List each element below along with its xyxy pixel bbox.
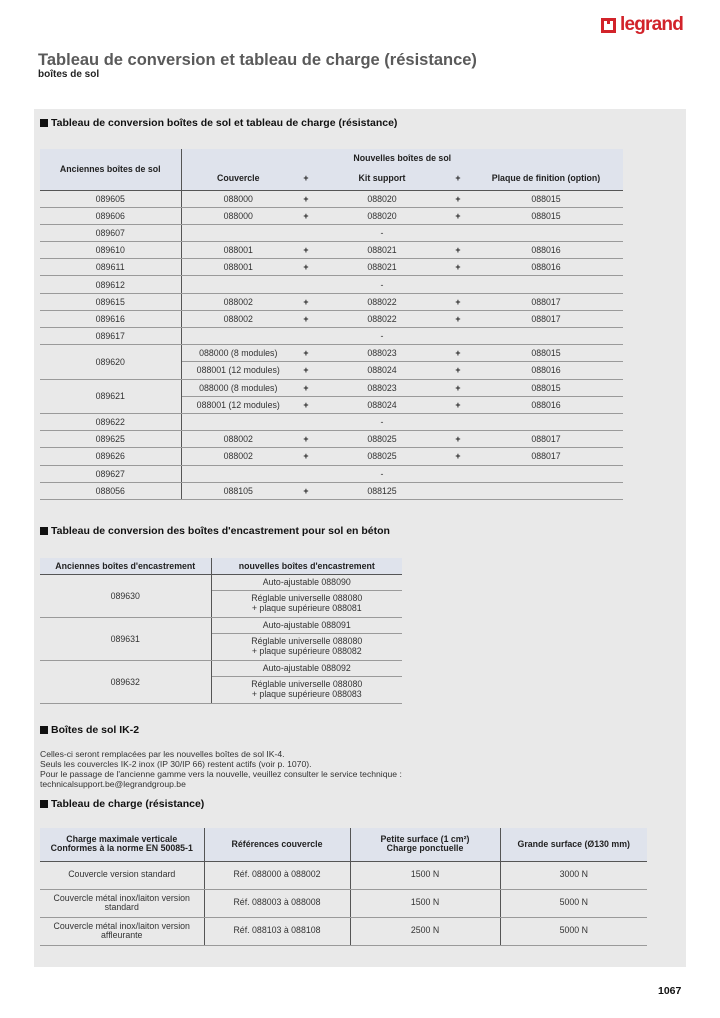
old-box-ref: 089612 — [40, 276, 181, 293]
large-surface-load: 5000 N — [500, 917, 647, 945]
kit-ref: 088125 — [317, 482, 447, 499]
kit-ref: 088021 — [317, 242, 447, 259]
plus-sign: + — [447, 396, 469, 413]
empty-cell — [181, 465, 295, 482]
empty-cell — [295, 413, 317, 430]
top-plate-line: + plaque supérieure 088083 — [251, 688, 362, 699]
plus-sign: + — [295, 379, 317, 396]
table-row — [40, 413, 623, 430]
table-row — [40, 448, 623, 465]
col-plate: Plaque de finition (option) — [469, 167, 623, 190]
section-1-heading — [40, 117, 397, 129]
plate-ref: 088016 — [469, 362, 623, 379]
plate-ref: 088017 — [469, 293, 623, 310]
cover-ref: 088001 (12 modules) — [181, 362, 295, 379]
table-row — [40, 310, 623, 327]
concrete-table-body — [40, 574, 402, 703]
plus-sign: + — [295, 242, 317, 259]
auto-adjustable-ref: Auto-ajustable 088091 — [211, 617, 402, 633]
old-box-ref: 089626 — [40, 448, 181, 465]
col-old-concrete-boxes: Anciennes boîtes d'encastrement — [40, 558, 211, 574]
small-surface-load: 2500 N — [350, 917, 500, 945]
plus-sign: + — [447, 345, 469, 362]
cover-ref: 088000 (8 modules) — [181, 345, 295, 362]
empty-cell — [447, 224, 469, 241]
plus-sign: + — [295, 362, 317, 379]
legrand-logo — [601, 14, 683, 36]
plus-sign: + — [295, 293, 317, 310]
table-row — [40, 207, 623, 224]
plus-sign: + — [447, 259, 469, 276]
plus-sign: + — [295, 190, 317, 207]
empty-cell — [469, 465, 623, 482]
old-box-ref: 089625 — [40, 431, 181, 448]
col-old-boxes: Anciennes boîtes de sol — [40, 149, 181, 190]
col-plus: + — [295, 167, 317, 190]
old-box-ref: 089617 — [40, 328, 181, 345]
empty-cell — [181, 328, 295, 345]
table-row — [40, 465, 623, 482]
old-box-ref: 088056 — [40, 482, 181, 499]
col-new-boxes: Nouvelles boîtes de sol — [181, 149, 623, 167]
empty-cell — [447, 276, 469, 293]
cover-ref: 088000 — [181, 207, 295, 224]
old-box-ref: 089620 — [40, 345, 181, 379]
old-box-ref: 089606 — [40, 207, 181, 224]
table-row — [40, 345, 623, 362]
cover-version-line1: Couvercle version standard — [68, 869, 176, 880]
plate-ref: 088017 — [469, 431, 623, 448]
plate-ref: 088016 — [469, 396, 623, 413]
table-row — [40, 242, 623, 259]
old-box-ref: 089627 — [40, 465, 181, 482]
empty-cell — [447, 482, 469, 499]
kit-ref: 088024 — [317, 396, 447, 413]
square-bullet-icon — [40, 800, 48, 808]
plus-sign: + — [295, 396, 317, 413]
kit-ref: 088020 — [317, 207, 447, 224]
floor-box-conversion-table — [40, 149, 623, 500]
empty-cell — [295, 224, 317, 241]
empty-cell — [181, 224, 295, 241]
table-row — [40, 276, 623, 293]
conversion-table-body — [40, 190, 623, 499]
cover-ref-range: Réf. 088000 à 088002 — [204, 861, 350, 889]
section-2-heading — [40, 525, 390, 537]
table-row — [40, 917, 647, 945]
kit-ref: 088020 — [317, 190, 447, 207]
col-cover-refs: Références couvercle — [204, 828, 350, 861]
legrand-logo-icon — [601, 18, 616, 33]
cover-ref: 088001 (12 modules) — [181, 396, 295, 413]
adjustable-line: Réglable universelle 088080 — [251, 593, 363, 604]
ik2-line: Seuls les couvercles IK-2 inox (IP 30/IP 66) restent actifs (voir p. 1070). — [40, 759, 312, 769]
small-surface-load: 1500 N — [350, 889, 500, 917]
plus-sign: + — [447, 448, 469, 465]
col-small-surface-line2: Charge ponctuelle — [386, 843, 464, 854]
cover-version-line1: Couvercle métal inox/laiton version — [53, 920, 190, 931]
legrand-logo-text: legrand — [620, 14, 684, 35]
cover-ref-range: Réf. 088103 à 088108 — [204, 917, 350, 945]
cover-ref: 088002 — [181, 293, 295, 310]
square-bullet-icon — [40, 119, 48, 127]
plus-sign: + — [295, 310, 317, 327]
old-concrete-box-ref: 089630 — [40, 574, 211, 617]
top-plate-line: + plaque supérieure 088081 — [251, 602, 362, 613]
plate-ref: 088017 — [469, 310, 623, 327]
kit-ref: 088025 — [317, 448, 447, 465]
empty-cell — [469, 413, 623, 430]
kit-ref: 088022 — [317, 310, 447, 327]
table-row — [40, 328, 623, 345]
table-row — [40, 259, 623, 276]
old-concrete-box-ref: 089632 — [40, 660, 211, 703]
old-box-ref: 089610 — [40, 242, 181, 259]
table-row — [40, 660, 402, 676]
cover-ref: 088000 (8 modules) — [181, 379, 295, 396]
empty-cell — [295, 328, 317, 345]
auto-adjustable-ref: Auto-ajustable 088090 — [211, 574, 402, 590]
load-resistance-table — [40, 828, 647, 946]
plus-sign: + — [295, 259, 317, 276]
col-cover: Couvercle — [181, 167, 295, 190]
auto-adjustable-ref: Auto-ajustable 088092 — [211, 660, 402, 676]
old-box-ref: 089616 — [40, 310, 181, 327]
plate-ref: 088015 — [469, 345, 623, 362]
adjustable-universal-ref — [211, 676, 402, 703]
old-box-ref: 089605 — [40, 190, 181, 207]
empty-cell — [447, 413, 469, 430]
empty-cell — [469, 224, 623, 241]
empty-cell — [181, 413, 295, 430]
cover-version — [40, 861, 204, 889]
table-row — [40, 431, 623, 448]
col-kit: Kit support — [317, 167, 447, 190]
col-small-surface — [350, 828, 500, 861]
section-1-title: Tableau de conversion boîtes de sol et tableau de charge (résistance) — [51, 117, 398, 129]
col-max-load-line1: Charge maximale verticale — [66, 834, 178, 845]
no-replacement-dash: - — [317, 276, 447, 293]
top-plate-line: + plaque supérieure 088082 — [251, 645, 362, 656]
cover-version — [40, 917, 204, 945]
kit-ref: 088022 — [317, 293, 447, 310]
plate-ref: 088016 — [469, 242, 623, 259]
plus-sign: + — [447, 431, 469, 448]
col-large-surface: Grande surface (Ø130 mm) — [500, 828, 647, 861]
table-row — [40, 379, 623, 396]
table-row — [40, 482, 623, 499]
section-3-title: Boîtes de sol IK-2 — [51, 724, 140, 736]
plus-sign: + — [295, 482, 317, 499]
empty-cell — [447, 465, 469, 482]
kit-ref: 088023 — [317, 345, 447, 362]
cover-ref: 088002 — [181, 310, 295, 327]
large-surface-load: 3000 N — [500, 861, 647, 889]
table-row — [40, 293, 623, 310]
old-box-ref: 089611 — [40, 259, 181, 276]
kit-ref: 088021 — [317, 259, 447, 276]
table-row — [40, 617, 402, 633]
plus-sign: + — [447, 242, 469, 259]
empty-cell — [295, 276, 317, 293]
ik2-notice — [40, 749, 402, 789]
adjustable-line: Réglable universelle 088080 — [251, 636, 363, 647]
plate-ref: 088015 — [469, 190, 623, 207]
old-box-ref: 089622 — [40, 413, 181, 430]
plus-sign: + — [447, 293, 469, 310]
cover-version-line2: standard — [104, 902, 139, 912]
section-3-heading — [40, 724, 139, 736]
cover-version-line1: Couvercle métal inox/laiton version — [53, 892, 190, 903]
kit-ref: 088025 — [317, 431, 447, 448]
empty-cell — [181, 276, 295, 293]
cover-ref: 088001 — [181, 242, 295, 259]
plus-sign: + — [295, 448, 317, 465]
no-replacement-dash: - — [317, 224, 447, 241]
no-replacement-dash: - — [317, 465, 447, 482]
cover-ref: 088002 — [181, 448, 295, 465]
old-box-ref: 089621 — [40, 379, 181, 413]
plus-sign: + — [447, 362, 469, 379]
cover-ref: 088000 — [181, 190, 295, 207]
table-row — [40, 224, 623, 241]
plate-ref: 088015 — [469, 207, 623, 224]
ik2-line: Pour le passage de l'ancienne gamme vers la nouvelle, veuillez consulter le service technique : — [40, 769, 402, 779]
section-4-heading — [40, 798, 204, 810]
plate-ref: 088015 — [469, 379, 623, 396]
plus-sign: + — [295, 431, 317, 448]
plus-sign: + — [447, 379, 469, 396]
table-row — [40, 190, 623, 207]
plate-ref: 088017 — [469, 448, 623, 465]
ik2-line: Celles-ci seront remplacées par les nouvelles boîtes de sol IK-4. — [40, 749, 285, 759]
small-surface-load: 1500 N — [350, 861, 500, 889]
cover-ref: 088002 — [181, 431, 295, 448]
page-subtitle: boîtes de sol — [38, 69, 100, 80]
col-plus: + — [447, 167, 469, 190]
plus-sign: + — [295, 345, 317, 362]
old-box-ref: 089607 — [40, 224, 181, 241]
no-replacement-dash: - — [317, 328, 447, 345]
table-row — [40, 889, 647, 917]
concrete-box-conversion-table — [40, 558, 402, 704]
adjustable-line: Réglable universelle 088080 — [251, 679, 363, 690]
table-row — [40, 861, 647, 889]
cover-ref: 088001 — [181, 259, 295, 276]
kit-ref: 088023 — [317, 379, 447, 396]
ik2-support-email[interactable]: technicalsupport.be@legrandgroup.be — [40, 779, 186, 789]
cover-ref-range: Réf. 088003 à 088008 — [204, 889, 350, 917]
empty-cell — [469, 276, 623, 293]
adjustable-universal-ref — [211, 590, 402, 617]
plus-sign: + — [447, 310, 469, 327]
plus-sign: + — [447, 190, 469, 207]
kit-ref: 088024 — [317, 362, 447, 379]
col-max-load — [40, 828, 204, 861]
old-concrete-box-ref: 089631 — [40, 617, 211, 660]
table-row — [40, 574, 402, 590]
empty-cell — [447, 328, 469, 345]
empty-cell — [469, 328, 623, 345]
plate-ref: 088016 — [469, 259, 623, 276]
load-table-body — [40, 861, 647, 945]
old-box-ref: 089615 — [40, 293, 181, 310]
square-bullet-icon — [40, 726, 48, 734]
no-replacement-dash: - — [317, 413, 447, 430]
square-bullet-icon — [40, 527, 48, 535]
page-title: Tableau de conversion et tableau de charge (résistance) — [38, 51, 477, 69]
plus-sign: + — [295, 207, 317, 224]
cover-version — [40, 889, 204, 917]
page-number: 1067 — [658, 985, 682, 997]
adjustable-universal-ref — [211, 633, 402, 660]
col-max-load-line2: Conformes à la norme EN 50085-1 — [50, 843, 193, 854]
col-new-concrete-boxes: nouvelles boîtes d'encastrement — [211, 558, 402, 574]
large-surface-load: 5000 N — [500, 889, 647, 917]
empty-cell — [469, 482, 623, 499]
empty-cell — [295, 465, 317, 482]
plus-sign: + — [447, 207, 469, 224]
col-small-surface-line1: Petite surface (1 cm²) — [380, 834, 470, 845]
cover-ref: 088105 — [181, 482, 295, 499]
section-4-title: Tableau de charge (résistance) — [51, 798, 205, 810]
section-2-title: Tableau de conversion des boîtes d'encastrement pour sol en béton — [51, 525, 390, 537]
cover-version-line2: affleurante — [101, 930, 143, 940]
